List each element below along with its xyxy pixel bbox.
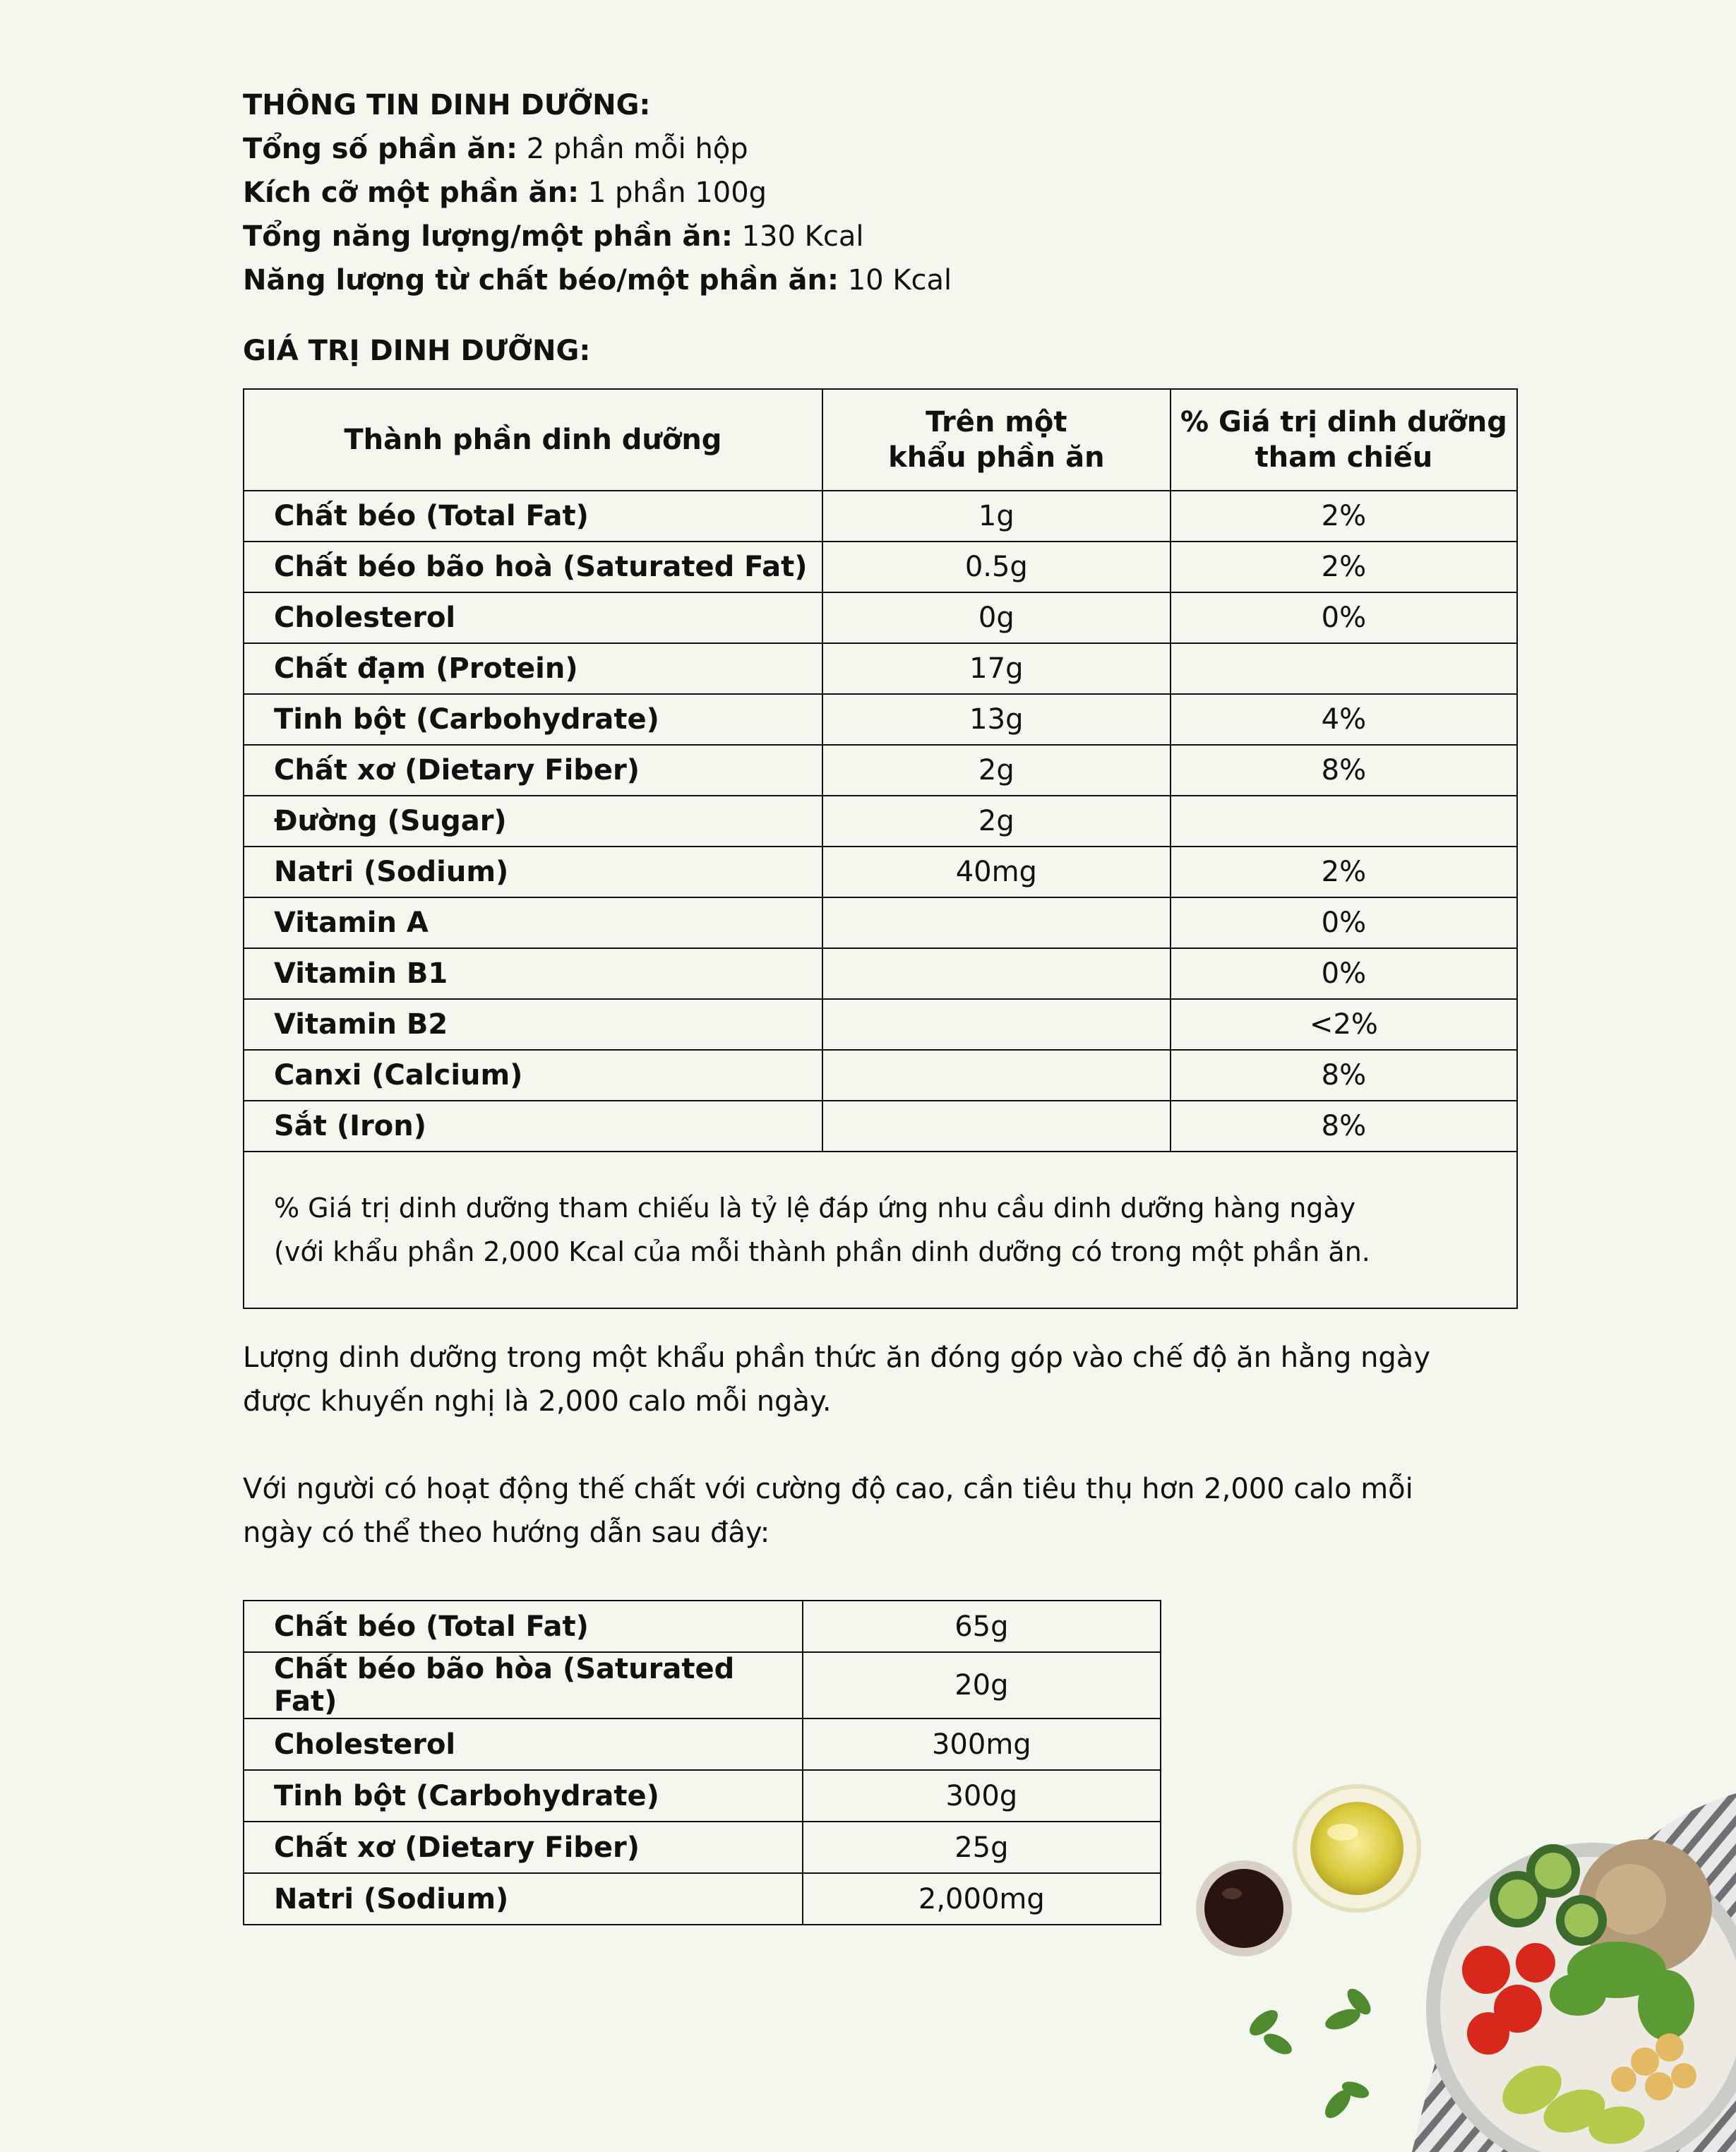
table-row bbox=[244, 592, 1517, 643]
table-row bbox=[244, 847, 1517, 897]
header-name: Thành phần dinh dưỡng bbox=[244, 389, 822, 491]
table-row bbox=[244, 1050, 1517, 1101]
info-value: 2 phần mỗi hộp bbox=[517, 133, 748, 165]
table-row bbox=[244, 491, 1517, 542]
header-percent bbox=[1171, 389, 1517, 491]
nutrient-name: Canxi (Calcium) bbox=[244, 1050, 822, 1101]
reference-name: Chất béo bão hòa (Saturated Fat) bbox=[244, 1652, 803, 1718]
table-row bbox=[244, 542, 1517, 592]
nutrient-name: Vitamin A bbox=[244, 897, 822, 948]
info-line-energy bbox=[243, 215, 1518, 258]
nutrient-percent: 8% bbox=[1171, 1101, 1517, 1152]
note-line-2: (với khẩu phần 2,000 Kcal của mỗi thành phần dinh dưỡng có trong một phần ăn. bbox=[274, 1236, 1370, 1267]
nutrient-name: Cholesterol bbox=[244, 592, 822, 643]
nutrient-percent: 8% bbox=[1171, 1050, 1517, 1101]
table-note bbox=[244, 1152, 1517, 1308]
info-label: Năng lượng từ chất béo/một phần ăn: bbox=[243, 264, 839, 297]
nutrient-amount: 17g bbox=[822, 643, 1171, 694]
header-amount bbox=[822, 389, 1171, 491]
reference-name: Chất béo (Total Fat) bbox=[244, 1601, 803, 1652]
header-amount-line2: khẩu phần ăn bbox=[888, 441, 1105, 474]
table-row bbox=[244, 999, 1517, 1050]
nutrition-document bbox=[243, 83, 1518, 1925]
nutrient-amount bbox=[822, 948, 1171, 999]
reference-amount: 300g bbox=[803, 1770, 1161, 1822]
table-row bbox=[244, 796, 1517, 847]
header-percent-line1: % Giá trị dinh dưỡng bbox=[1180, 406, 1507, 438]
nutrient-percent: <2% bbox=[1171, 999, 1517, 1050]
reference-name: Tinh bột (Carbohydrate) bbox=[244, 1770, 803, 1822]
reference-amount: 65g bbox=[803, 1601, 1161, 1652]
high-activity-paragraph bbox=[243, 1467, 1518, 1555]
info-line-servings bbox=[243, 127, 1518, 171]
paragraph-line: Lượng dinh dưỡng trong một khẩu phần thức ăn đóng góp vào chế độ ăn hằng ngày bbox=[243, 1341, 1430, 1374]
table-row bbox=[244, 1101, 1517, 1152]
nutrient-name: Đường (Sugar) bbox=[244, 796, 822, 847]
reference-amount: 20g bbox=[803, 1652, 1161, 1718]
nutrient-percent: 4% bbox=[1171, 694, 1517, 745]
nutrient-percent: 2% bbox=[1171, 491, 1517, 542]
nutrient-name: Sắt (Iron) bbox=[244, 1101, 822, 1152]
nutrient-percent: 8% bbox=[1171, 745, 1517, 796]
nutrient-amount: 2g bbox=[822, 745, 1171, 796]
info-label: Tổng năng lượng/một phần ăn: bbox=[243, 220, 733, 253]
table-row bbox=[244, 1822, 1161, 1873]
nutrient-amount bbox=[822, 1050, 1171, 1101]
herb-sprigs bbox=[1245, 1985, 1375, 2122]
header-amount-line1: Trên một bbox=[926, 406, 1067, 438]
table-row bbox=[244, 1652, 1161, 1718]
nutrition-title: GIÁ TRỊ DINH DƯỠNG: bbox=[243, 335, 591, 367]
info-title: THÔNG TIN DINH DƯỠNG: bbox=[243, 89, 651, 121]
paragraph-line: Với người có hoạt động thế chất với cường độ cao, cần tiêu thụ hơn 2,000 calo mỗi bbox=[243, 1473, 1413, 1505]
reference-name: Cholesterol bbox=[244, 1718, 803, 1770]
nutrient-percent: 2% bbox=[1171, 542, 1517, 592]
table-row bbox=[244, 1873, 1161, 1925]
table-row bbox=[244, 694, 1517, 745]
nutrient-name: Chất xơ (Dietary Fiber) bbox=[244, 745, 822, 796]
nutrient-percent: 0% bbox=[1171, 948, 1517, 999]
nutrient-percent bbox=[1171, 796, 1517, 847]
reference-amount: 25g bbox=[803, 1822, 1161, 1873]
info-lines bbox=[243, 127, 1518, 302]
nutrient-percent: 0% bbox=[1171, 897, 1517, 948]
note-line-1: % Giá trị dinh dưỡng tham chiếu là tỷ lệ đáp ứng nhu cầu dinh dưỡng hàng ngày bbox=[274, 1192, 1356, 1224]
table-header-row bbox=[244, 389, 1517, 491]
nutrient-name: Chất béo (Total Fat) bbox=[244, 491, 822, 542]
info-line-serving-size bbox=[243, 171, 1518, 215]
reference-amount: 300mg bbox=[803, 1718, 1161, 1770]
table-row bbox=[244, 948, 1517, 999]
reference-name: Natri (Sodium) bbox=[244, 1873, 803, 1925]
reference-table bbox=[243, 1600, 1161, 1925]
table-row bbox=[244, 1601, 1161, 1652]
nutrient-percent: 2% bbox=[1171, 847, 1517, 897]
nutrient-amount: 0g bbox=[822, 592, 1171, 643]
nutrition-table bbox=[243, 388, 1518, 1309]
info-value: 1 phần 100g bbox=[579, 177, 767, 209]
info-value: 10 Kcal bbox=[838, 264, 952, 297]
table-row bbox=[244, 643, 1517, 694]
table-row bbox=[244, 1718, 1161, 1770]
nutrient-name: Vitamin B2 bbox=[244, 999, 822, 1050]
nutrient-amount: 2g bbox=[822, 796, 1171, 847]
nutrient-amount bbox=[822, 897, 1171, 948]
nutrient-amount: 13g bbox=[822, 694, 1171, 745]
nutrient-amount: 1g bbox=[822, 491, 1171, 542]
reference-amount: 2,000mg bbox=[803, 1873, 1161, 1925]
info-label: Kích cỡ một phần ăn: bbox=[243, 177, 580, 209]
header-percent-line2: tham chiếu bbox=[1255, 441, 1433, 474]
table-row bbox=[244, 745, 1517, 796]
nutrient-name: Tinh bột (Carbohydrate) bbox=[244, 694, 822, 745]
info-line-fat-energy bbox=[243, 258, 1518, 302]
paragraph-line: được khuyến nghị là 2,000 calo mỗi ngày. bbox=[243, 1385, 832, 1418]
nutrient-amount: 0.5g bbox=[822, 542, 1171, 592]
info-value: 130 Kcal bbox=[732, 220, 864, 253]
nutrient-amount: 40mg bbox=[822, 847, 1171, 897]
reference-name: Chất xơ (Dietary Fiber) bbox=[244, 1822, 803, 1873]
paragraph-line: ngày có thể theo hướng dẫn sau đây: bbox=[243, 1517, 770, 1549]
nutrient-percent bbox=[1171, 643, 1517, 694]
nutrient-name: Vitamin B1 bbox=[244, 948, 822, 999]
table-note-row bbox=[244, 1152, 1517, 1308]
nutrient-percent: 0% bbox=[1171, 592, 1517, 643]
table-row bbox=[244, 1770, 1161, 1822]
nutrient-amount bbox=[822, 1101, 1171, 1152]
table-row bbox=[244, 897, 1517, 948]
nutrient-amount bbox=[822, 999, 1171, 1050]
info-label: Tổng số phần ăn: bbox=[243, 133, 517, 165]
nutrient-name: Natri (Sodium) bbox=[244, 847, 822, 897]
nutrient-name: Chất đạm (Protein) bbox=[244, 643, 822, 694]
nutrient-name: Chất béo bão hoà (Saturated Fat) bbox=[244, 542, 822, 592]
daily-value-paragraph bbox=[243, 1336, 1518, 1423]
